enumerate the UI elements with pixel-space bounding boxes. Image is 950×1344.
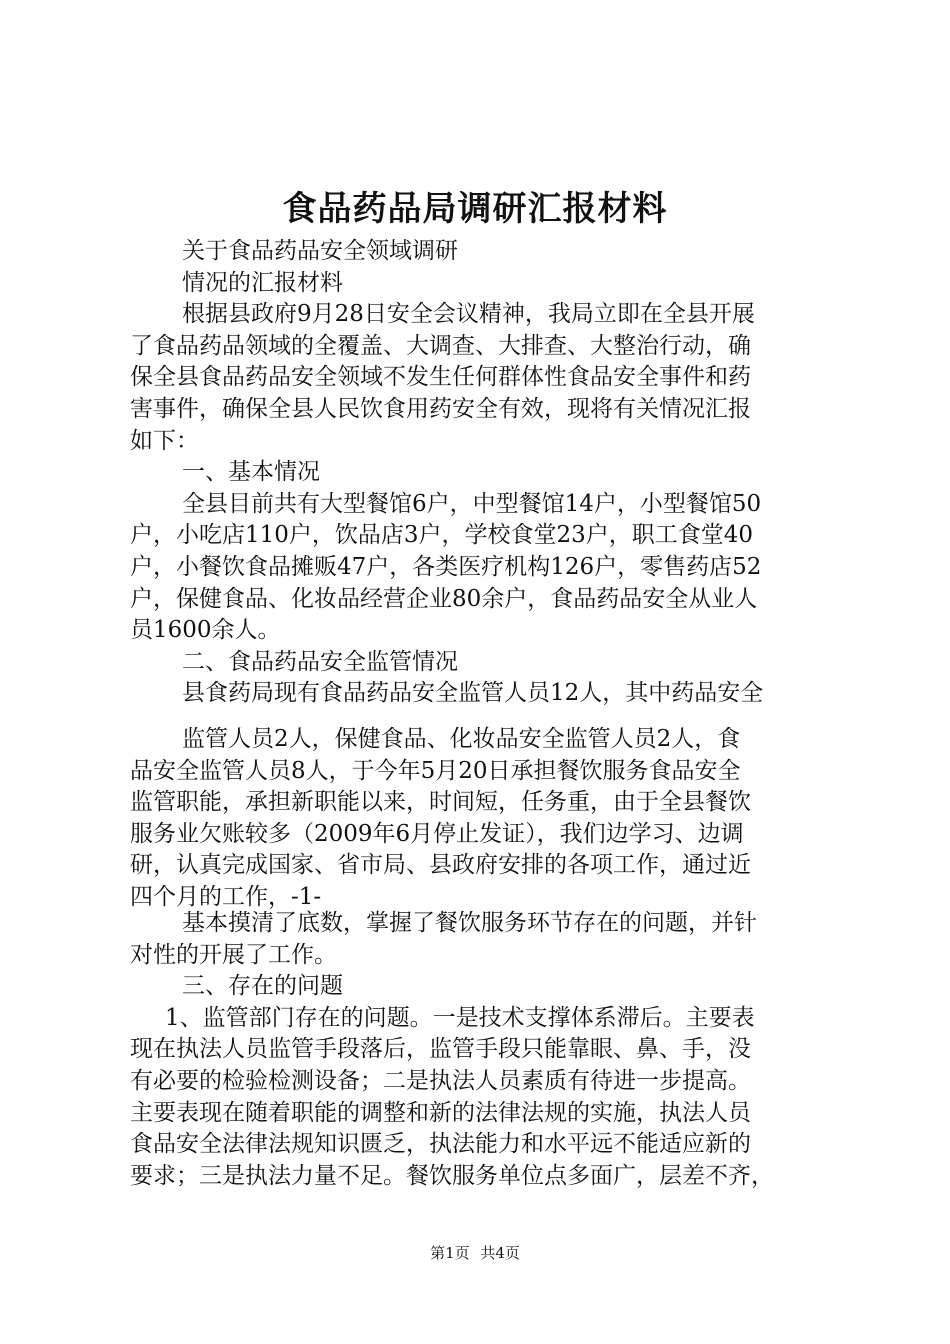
text-line: 全县目前共有大型餐馆6户，中型餐馆14户，小型餐馆50 xyxy=(182,490,762,517)
text-line: 监管职能，承担新职能以来，时间短，任务重，由于全县餐饮 xyxy=(130,789,751,816)
body-section-2 xyxy=(130,724,832,914)
text-line: 户，小餐饮食品摊贩47户，各类医疗机构126户，零售药店52 xyxy=(130,553,762,580)
text-line: 品安全监管人员8人，于今年5月20日承担餐饮服务食品安全 xyxy=(130,757,741,784)
text-line: 情况的汇报材料 xyxy=(182,269,343,296)
text-line: 服务业欠账较多（2009年6月停止发证），我们边学习、边调 xyxy=(130,820,744,847)
text-line: 监管人员2人，保健食品、化妆品安全监管人员2人，食 xyxy=(182,726,741,752)
text-line: 有必要的检验检测设备；二是执法人员素质有待进一步提高。 xyxy=(130,1067,751,1094)
text-line: 一、基本情况 xyxy=(182,459,320,486)
text-line: 基本摸清了底数，掌握了餐饮服务环节存在的问题，并针 xyxy=(182,910,757,936)
body-section-3 xyxy=(130,908,832,1192)
page-footer xyxy=(0,1243,950,1263)
text-line: 现在执法人员监管手段落后，监管手段只能靠眼、鼻、手，没 xyxy=(130,1036,751,1063)
text-line: 如下： xyxy=(130,427,199,454)
page-number: 第1页 xyxy=(430,1244,470,1262)
text-line: 食品安全法律法规知识匮乏，执法能力和水平远不能适应新的 xyxy=(130,1131,751,1158)
text-line: 保全县食品药品安全领域不发生任何群体性食品安全事件和药 xyxy=(130,364,751,391)
text-line: 害事件，确保全县人民饮食用药安全有效，现将有关情况汇报 xyxy=(130,395,751,422)
text-line: 研，认真完成国家、省市局、县政府安排的各项工作，通过近 xyxy=(130,852,751,879)
page-total: 共4页 xyxy=(480,1244,520,1262)
text-line: 关于食品药品安全领域调研 xyxy=(182,238,458,264)
text-line: 要求；三是执法力量不足。餐饮服务单位点多面广，层差不齐， xyxy=(130,1162,774,1189)
document-title: 食品药品局调研汇报材料 xyxy=(282,189,668,229)
text-line: 主要表现在随着职能的调整和新的法律法规的实施，执法人员 xyxy=(130,1099,751,1126)
body-section-1 xyxy=(130,236,832,710)
text-line: 对性的开展了工作。 xyxy=(130,941,337,968)
text-line: 1、监管部门存在的问题。一是技术支撑体系滞后。主要表 xyxy=(165,1004,755,1031)
text-line: 户，小吃店110户，饮品店3户，学校食堂23户，职工食堂40 xyxy=(130,522,754,549)
text-line: 县食药局现有食品药品安全监管人员12人，其中药品安全 xyxy=(182,680,764,707)
text-line: 四个月的工作，-1- xyxy=(130,883,322,910)
text-line: 二、食品药品安全监管情况 xyxy=(182,648,458,675)
text-line: 了食品药品领域的全覆盖、大调查、大排查、大整治行动，确 xyxy=(130,332,751,359)
text-line: 三、存在的问题 xyxy=(182,973,343,1000)
text-line: 户，保健食品、化妆品经营企业80余户，食品药品安全从业人 xyxy=(130,585,758,612)
text-line: 根据县政府9月28日安全会议精神，我局立即在全县开展 xyxy=(182,301,755,328)
text-line: 员1600余人。 xyxy=(130,617,281,644)
